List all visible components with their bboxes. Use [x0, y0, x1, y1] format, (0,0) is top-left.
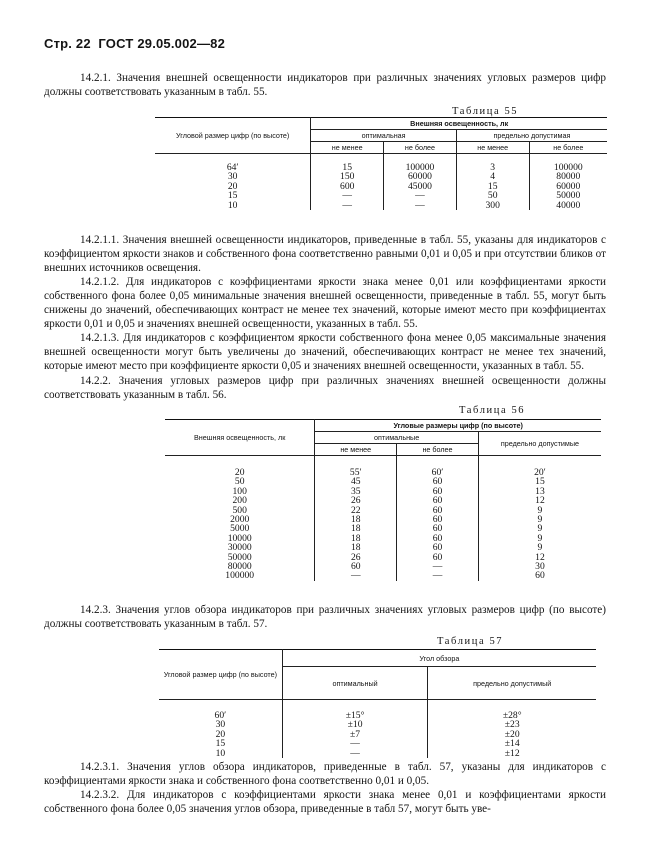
table-cell: 18 [350, 532, 361, 544]
table-cell: ±23 [504, 719, 520, 731]
table55-header-limit: предельно допустимая [456, 130, 607, 142]
table-cell: 20 [227, 180, 238, 192]
table-cell: 9 [537, 504, 543, 516]
table-cell: 26 [350, 551, 361, 563]
table-cell: 60 [432, 476, 443, 488]
table-cell: 150 [340, 171, 355, 183]
table-cell: ±28° [502, 710, 522, 721]
table-cell: 18 [350, 542, 361, 554]
table55-col-size [155, 154, 311, 210]
table-cell: — [350, 738, 360, 750]
table-cell: 60 [432, 532, 443, 544]
table-cell: 100000 [553, 162, 583, 173]
table-cell: 15 [487, 180, 498, 192]
table57-header-optimal: оптимальный [282, 667, 428, 700]
table55-caption: Таблица 55 [452, 106, 519, 117]
table-cell: 30 [535, 560, 545, 572]
table-cell: 60 [432, 485, 443, 497]
table-cell: 60 [432, 504, 443, 516]
table-cell: ±7 [350, 728, 361, 740]
table-56 [165, 419, 601, 581]
table-cell: 12 [535, 495, 545, 507]
paragraph-14-2-3: 14.2.3. Значения углов обзора индикаторов при различных значениях угловых размеров цифр (по высоте) должны соответствовать указанным в табл. 57. [44, 604, 606, 630]
table-cell: 10 [215, 747, 226, 759]
table-cell: 13 [535, 485, 545, 497]
table-cell: — [350, 747, 360, 759]
table-cell: — [342, 190, 353, 202]
table57-caption: Таблица 57 [437, 636, 504, 647]
table-cell: 100 [232, 485, 247, 497]
table-cell: 15 [227, 190, 238, 202]
table-cell: 60 [432, 542, 443, 554]
table-57 [159, 649, 596, 758]
table-cell: ±12 [504, 747, 520, 759]
table-cell: 20 [234, 467, 245, 478]
table-cell: 100000 [405, 162, 435, 173]
table-cell: — [432, 570, 443, 582]
table-cell: 50000 [556, 190, 581, 202]
table-cell: 60 [350, 560, 361, 572]
table56-header-lux: Внешняя освещенность, лк [165, 420, 315, 456]
table-cell: 20 [215, 728, 226, 740]
table-cell: 80000 [556, 171, 581, 183]
standard-code: ГОСТ 29.05.002—82 [98, 36, 226, 51]
table-cell: 500 [232, 504, 247, 516]
table55-header-size: Угловой размер цифр (по высоте) [155, 118, 311, 154]
table-cell: 55′ [349, 467, 362, 478]
table-cell: 20′ [534, 467, 546, 478]
table57-header-limit: предельно допустимый [428, 667, 596, 700]
table-cell: 30 [215, 719, 226, 731]
table-cell: 18 [350, 513, 361, 525]
table-cell: 200 [232, 495, 247, 507]
table-cell: 300 [485, 199, 500, 211]
table56-caption: Таблица 56 [459, 405, 526, 416]
table-cell: 18 [350, 523, 361, 535]
paragraph-14-2-1: 14.2.1. Значения внешней освещенности индикаторов при различных значениях угловых размеров цифр должны соответствовать указанным в табл. 55. [44, 72, 606, 98]
table-cell: 35 [350, 485, 361, 497]
table56-header-no-less: не менее [315, 444, 397, 456]
table56-header-limit: предельно допустимые [478, 432, 601, 456]
paragraph-14-2-1-3: 14.2.1.3. Для индикаторов с коэффициентом яркости собственного фона менее 0,05 максимальные значения внешней освещенности могут быть увеличены до значений, обеспечивающих контраст не менее тех значений, которые имеют место при коэффициенте яркости 0,05 и значениях внешней освещенности, указанных в табл. 55. [44, 332, 606, 372]
table55-col-opt-max [384, 154, 457, 210]
table55-header-no-less: не менее [456, 142, 529, 154]
table55-header-no-more: не более [384, 142, 457, 154]
table-cell: 22 [350, 504, 361, 516]
table-cell: — [350, 570, 361, 582]
table-cell: 50000 [227, 551, 252, 563]
table-cell: 50 [487, 190, 498, 202]
table-cell: 9 [537, 532, 543, 544]
table56-header-no-more: не более [397, 444, 479, 456]
table56-col-opt-min [315, 456, 397, 581]
table-cell: — [415, 199, 425, 211]
table-cell: — [342, 199, 353, 211]
table-cell: 60000 [407, 171, 432, 183]
table56-col-limit [478, 456, 601, 581]
table57-col-limit [428, 700, 596, 758]
table-cell: 26 [350, 495, 361, 507]
table-cell: — [415, 190, 425, 202]
table-cell: 30000 [227, 542, 252, 554]
table57-header-group: Угол обзора [282, 650, 596, 667]
table-cell: 5000 [230, 523, 250, 535]
table-cell: 60 [432, 551, 443, 563]
table55-header-no-more: не более [529, 142, 607, 154]
table-cell: 15 [342, 162, 353, 173]
table56-header-optimal: оптимальные [315, 432, 479, 444]
table-cell: 100000 [225, 570, 255, 582]
table-cell: 60000 [556, 180, 581, 192]
table-cell: 3 [490, 162, 496, 173]
table-cell: 15 [535, 476, 545, 488]
table57-col-size [159, 700, 282, 758]
paragraph-14-2-2: 14.2.2. Значения угловых размеров цифр при различных значениях внешней освещенности должны соответствовать указанным в табл. 56. [44, 375, 606, 401]
table-cell: 9 [537, 513, 543, 525]
table57-header-size: Угловой размер цифр (по высоте) [159, 650, 282, 700]
page-number: Стр. 22 [44, 36, 91, 51]
table55-header-optimal: оптимальная [311, 130, 456, 142]
table55-col-lim-min [456, 154, 529, 210]
paragraph-14-2-1-1: 14.2.1.1. Значения внешней освещенности индикаторов, приведенные в табл. 55, указаны для индикаторов с коэффициентом яркости знаков и собственного фона соответственно равными 0,01 и 0,05 и при отсутствии бликов от внешних источников освещения. [44, 234, 606, 274]
table55-col-opt-min [311, 154, 384, 210]
table-cell: 9 [537, 523, 543, 535]
table-cell: 45 [350, 476, 361, 488]
table-cell: 60′ [214, 710, 227, 721]
table-cell: 600 [340, 180, 355, 192]
table-cell: 4 [490, 171, 496, 183]
table56-col-lux [165, 456, 315, 581]
table56-header-group: Угловые размеры цифр (по высоте) [315, 420, 601, 432]
table-cell: ±14 [504, 738, 520, 750]
paragraph-14-2-1-2: 14.2.1.2. Для индикаторов с коэффициентами яркости знака менее 0,01 или коэффициентами яркости собственного фона более 0,05 минимальные значения внешней освещенности, приведенные в табл. 55, могут быть снижены до значений, обеспечивающих контраст не менее тех значений, которые имеют место при коэффициентах яркости 0,01 и 0,05 и значениях внешней освещенности, указанных в табл. 55. [44, 276, 606, 330]
table-cell: 10000 [227, 532, 252, 544]
table-cell: 30 [227, 171, 238, 183]
table-cell: — [432, 560, 443, 572]
table56-col-opt-max [397, 456, 479, 581]
table-cell: 60 [432, 523, 443, 535]
table-cell: 60 [432, 513, 443, 525]
table-cell: 80000 [227, 560, 252, 572]
table-cell: 60 [432, 495, 443, 507]
table-cell: 9 [537, 542, 543, 554]
table-55 [155, 117, 607, 210]
table-cell: 12 [535, 551, 545, 563]
table-cell: 2000 [230, 513, 250, 525]
table-cell: 45000 [407, 180, 432, 192]
table-cell: 60′ [431, 467, 444, 478]
table55-col-lim-max [529, 154, 607, 210]
table55-header-no-less: не менее [311, 142, 384, 154]
table57-col-optimal [282, 700, 428, 758]
page-header [44, 36, 225, 51]
table-cell: ±10 [347, 719, 363, 731]
paragraph-14-2-3-2: 14.2.3.2. Для индикаторов с коэффициентами яркости знака менее 0,01 и коэффициентами яркости собственного фона более 0,05 значения углов обзора, приведенные в табл 57, могут быть уве- [44, 789, 606, 815]
table-cell: 15 [215, 738, 226, 750]
table-cell: 60 [535, 570, 545, 582]
table-cell: 50 [234, 476, 245, 488]
paragraph-14-2-3-1: 14.2.3.1. Значения углов обзора индикаторов, приведенные в табл. 57, указаны для индикаторов с коэффициентами яркости знака и собственного фона соответственно 0,01 и 0,05. [44, 761, 606, 787]
table-cell: 64′ [226, 162, 239, 173]
table55-header-group: Внешняя освещенность, лк [311, 118, 607, 130]
table-cell: ±15° [345, 710, 365, 721]
table-cell: ±20 [504, 728, 520, 740]
table-cell: 10 [227, 199, 238, 211]
table-cell: 40000 [556, 199, 581, 211]
